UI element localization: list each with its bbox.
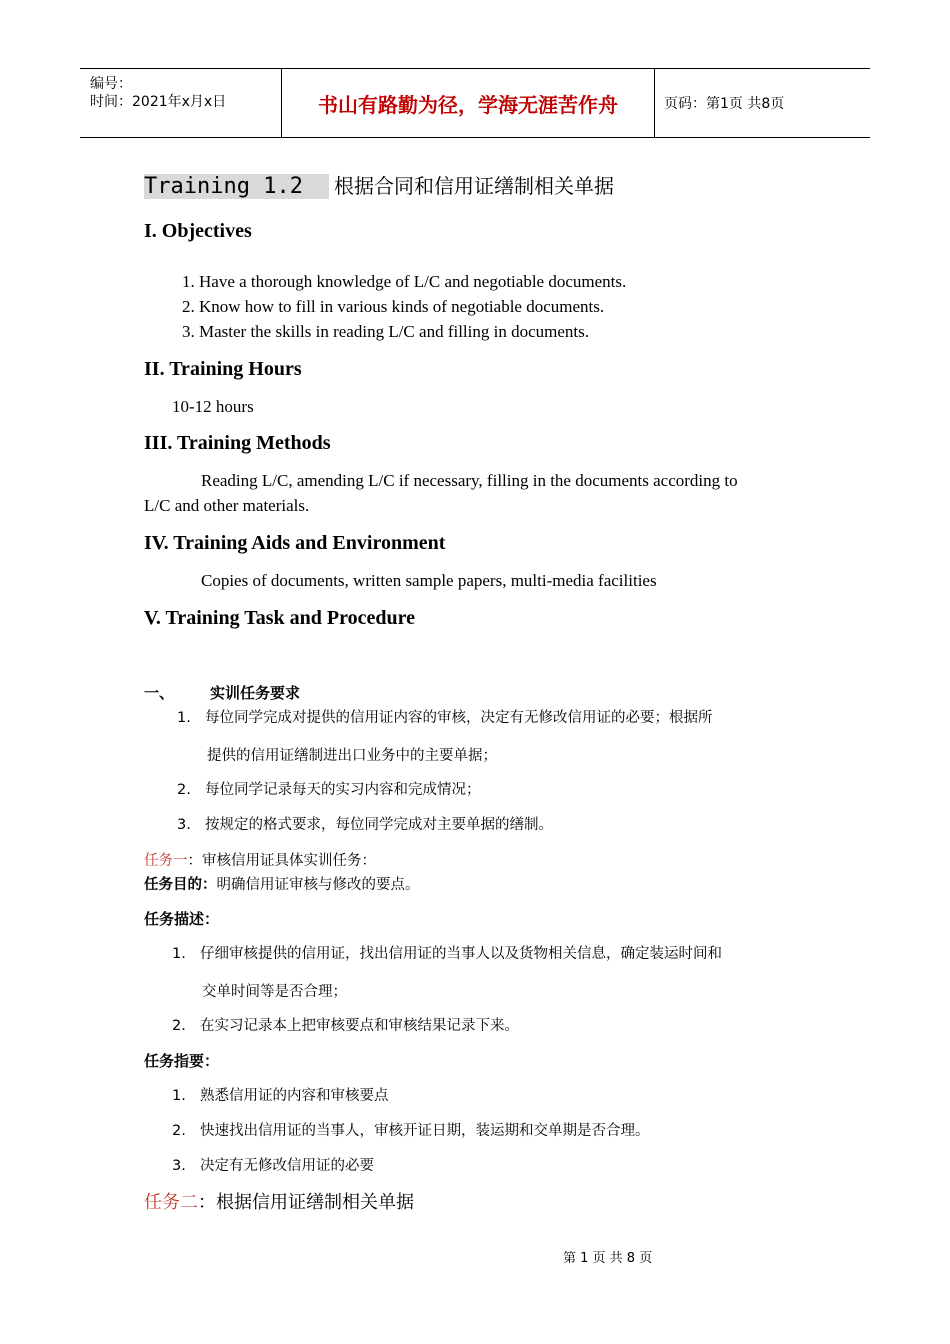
item-text: 每位同学完成对提供的信用证内容的审核，决定有无修改信用证的必要；根据所 — [205, 710, 713, 726]
page-footer: 第 1 页 共 8 页 — [563, 1251, 653, 1266]
item-text: 快速找出信用证的当事人，审核开证日期，装运期和交单期是否合理。 — [200, 1123, 650, 1139]
task1-title-text: ：审核信用证具体实训任务： — [187, 853, 376, 869]
objective-item-3: 3. Master the skills in reading L/C and filling in documents. — [182, 322, 589, 341]
requirements-heading-text: 实训任务要求 — [210, 684, 301, 702]
task1-desc-label: 任务描述： — [144, 910, 220, 928]
hours-text: 10-12 hours — [172, 397, 254, 416]
requirement-item-1-cont: 提供的信用证缮制进出口业务中的主要单据； — [207, 748, 497, 764]
requirements-heading-num: 一、 — [144, 684, 175, 702]
item-number: 1. — [172, 946, 186, 962]
page-info: 页码：第1页 共8页 — [664, 96, 785, 112]
page-title — [144, 170, 614, 199]
task1-guide-item-3 — [172, 1154, 374, 1175]
item-text: 每位同学记录每天的实习内容和完成情况； — [205, 782, 481, 798]
item-number: 2. — [177, 782, 191, 798]
objective-item-1: 1. Have a thorough knowledge of L/C and negotiable documents. — [182, 272, 627, 291]
task2-title — [144, 1188, 414, 1214]
item-text: 按规定的格式要求，每位同学完成对主要单据的缮制。 — [205, 817, 553, 833]
task1-goal-text: 明确信用证审核与修改的要点。 — [216, 877, 420, 893]
task1-desc-item-1 — [172, 942, 722, 963]
task1-goal-label: 任务目的： — [144, 877, 217, 893]
objective-item-2: 2. Know how to fill in various kinds of negotiable documents. — [182, 297, 605, 316]
item-number: 2. — [172, 1123, 186, 1139]
task1-label: 任务一 — [144, 853, 188, 869]
aids-heading: IV. Training Aids and Environment — [144, 532, 446, 554]
aids-text: Copies of documents, written sample papers, multi-media facilities — [201, 571, 657, 590]
task1-guide-label: 任务指要： — [144, 1052, 220, 1070]
header-table — [80, 68, 870, 138]
item-number: 1. — [177, 710, 191, 726]
task1-desc-item-2 — [172, 1014, 519, 1035]
task1-guide-item-2 — [172, 1119, 650, 1140]
methods-line-1: Reading L/C, amending L/C if necessary, filling in the documents according to — [201, 471, 738, 490]
item-text: 决定有无修改信用证的必要 — [200, 1158, 374, 1174]
objectives-heading: I. Objectives — [144, 220, 252, 242]
task1-goal — [144, 873, 420, 894]
serial-label: 编号： — [90, 76, 132, 92]
requirement-item-3 — [177, 813, 553, 834]
item-number: 1. — [172, 1088, 186, 1104]
item-number: 3. — [177, 817, 191, 833]
requirements-heading — [144, 682, 300, 703]
methods-line-2: L/C and other materials. — [144, 496, 310, 515]
task2-label: 任务二 — [144, 1192, 198, 1213]
task1-guide-item-1 — [172, 1084, 389, 1105]
motto: 书山有路勤为径，学海无涯苦作舟 — [281, 69, 655, 137]
item-number: 3. — [172, 1158, 186, 1174]
requirement-item-1 — [177, 706, 713, 727]
title-code: Training 1.2 — [144, 174, 329, 199]
hours-heading: II. Training Hours — [144, 358, 302, 380]
time-label: 时间：2021年x月x日 — [90, 94, 227, 110]
title-text: 根据合同和信用证缮制相关单据 — [334, 174, 615, 198]
task1-title — [144, 849, 376, 870]
procedure-heading: V. Training Task and Procedure — [144, 607, 416, 629]
item-text: 熟悉信用证的内容和审核要点 — [200, 1088, 389, 1104]
item-text: 仔细审核提供的信用证，找出信用证的当事人以及货物相关信息，确定装运时间和 — [200, 946, 722, 962]
task1-desc-item-1-cont: 交单时间等是否合理； — [202, 984, 347, 1000]
task2-title-text: ：根据信用证缮制相关单据 — [198, 1192, 414, 1213]
header-meta — [80, 69, 280, 137]
requirement-item-2 — [177, 778, 481, 799]
item-number: 2. — [172, 1018, 186, 1034]
methods-heading: III. Training Methods — [144, 432, 331, 454]
item-text: 在实习记录本上把审核要点和审核结果记录下来。 — [200, 1018, 519, 1034]
